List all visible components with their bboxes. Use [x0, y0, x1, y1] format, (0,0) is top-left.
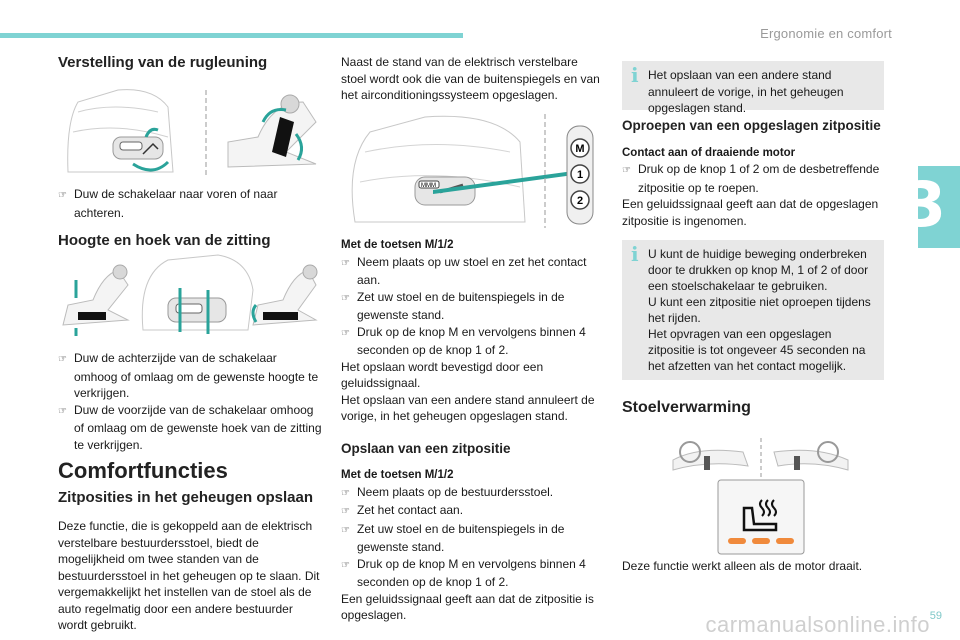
- list-item: [622, 161, 887, 196]
- page-header-title: Ergonomie en comfort: [760, 26, 892, 41]
- column-left: [58, 55, 323, 72]
- pointing-hand-icon: ☞: [341, 524, 350, 536]
- hoogte-text-1: Duw de achterzijde van de schakelaar omhoog of omlaag om de gewenste hoogte te verkrijgen.: [74, 351, 319, 400]
- pointing-hand-icon: ☞: [341, 327, 350, 339]
- list-item: [58, 186, 323, 221]
- intro-text: Naast de stand van de elektrisch verstelbare stoel wordt ook die van de buitenspiegels en van het airconditioningssysteem opgeslagen.: [341, 55, 600, 102]
- toetsen-step-2: Zet uw stoel en de buitenspiegels in de gewenste stand.: [357, 289, 565, 322]
- heading-geheugen: Zitposities in het geheugen opslaan: [58, 488, 314, 506]
- info-box-beweging: [622, 240, 884, 380]
- pointing-hand-icon: ☞: [622, 165, 631, 176]
- info-text-2b: U kunt een zitpositie niet oproepen tijdens het rijden.: [648, 295, 871, 325]
- heading-stoelverwarming: Stoelverwarming: [622, 399, 751, 416]
- info-text-2c: Het opvragen van een opgeslagen zitpositie is tot ongeveer 45 seconden na het afzetten van het contact mogelijk.: [648, 327, 866, 373]
- list-item: [341, 324, 606, 359]
- toetsen-step-3: Druk op de knop M en vervolgens binnen 4 seconden op de knop 1 of 2.: [357, 324, 586, 357]
- list-item: [341, 254, 606, 289]
- pointing-hand-icon: ☞: [341, 559, 350, 571]
- oproepen-step: Druk op de knop 1 of 2 om de desbetreffende zitpositie op te roepen.: [638, 162, 880, 195]
- toetsen-step-1: Neem plaats op uw stoel en zet het contact aan.: [357, 254, 587, 287]
- list-item: [341, 521, 606, 556]
- geheugen-text: Deze functie, die is gekoppeld aan de elektrisch verstelbare bestuurdersstoel, biedt de mogelijkheid om twee standen van de bestuurdersstoel in het geheugen op te slaan. Dit vergemakkelijkt het instellen van de stoel als de auto regelmatig door een andere bestuurder wordt gebruikt.: [58, 519, 320, 632]
- opslaan-step-1: Neem plaats op de bestuurdersstoel.: [357, 484, 554, 499]
- list-item: [341, 484, 606, 503]
- opslaan-step-2: Zet het contact aan.: [357, 503, 464, 517]
- memory-button-1-label: 1: [576, 169, 584, 181]
- rugleuning-text: Duw de schakelaar naar voren of naar achteren.: [74, 187, 278, 220]
- pointing-hand-icon: ☞: [341, 257, 350, 269]
- heading-opslaan: Opslaan van een zitpositie: [341, 440, 511, 456]
- memory-buttons-illustration: [345, 112, 597, 230]
- watermark: carmanualsonline.info: [705, 612, 930, 637]
- list-item: [341, 556, 606, 591]
- toetsen-text-1: Het opslaan wordt bevestigd door een geluidssignaal.: [341, 359, 544, 390]
- label-toetsen: Met de toetsen M/1/2: [341, 239, 454, 251]
- verwarming-text: Deze functie werkt alleen als de motor draait.: [622, 559, 863, 573]
- pointing-hand-icon: ☞: [58, 354, 67, 365]
- opslaan-step-3: Zet uw stoel en de buitenspiegels in de gewenste stand.: [357, 521, 565, 554]
- heading-rugleuning: Verstelling van de rugleuning: [58, 54, 268, 71]
- label-toetsen-2: Met de toetsen M/1/2: [341, 469, 454, 481]
- list-item: [341, 502, 606, 521]
- memory-button-m-label: M: [575, 143, 585, 155]
- label-draaiend: Contact aan of draaiende motor: [622, 146, 796, 159]
- page-number: 59: [929, 610, 942, 622]
- svg-text:MMM: MMM: [421, 183, 436, 189]
- backrest-illustration: [58, 82, 320, 182]
- pointing-hand-icon: ☞: [58, 405, 67, 417]
- info-icon: i: [631, 242, 639, 266]
- heading-oproepen: Oproepen van een opgeslagen zitpositie: [622, 118, 881, 133]
- pointing-hand-icon: ☞: [341, 506, 350, 517]
- oproepen-text: Een geluidssignaal geeft aan dat de opgeslagen zitpositie is ingenomen.: [622, 197, 879, 228]
- opslaan-text: Een geluidssignaal geeft aan dat de zitpositie is opgeslagen.: [341, 591, 594, 622]
- toetsen-text-2: Het opslaan van een andere stand annuleert de vorige, in het geheugen opgeslagen stand.: [341, 392, 595, 423]
- info-box-annuleert: [622, 61, 884, 115]
- header-accent-bar: [0, 33, 463, 38]
- opslaan-step-4: Druk op de knop M en vervolgens binnen 4 seconden op de knop 1 of 2.: [357, 556, 586, 589]
- pointing-hand-icon: ☞: [341, 487, 350, 499]
- info-text-1: Het opslaan van een andere stand annuleert de vorige, in het geheugen opgeslagen stand.: [648, 68, 844, 115]
- list-item: [58, 350, 323, 402]
- hoogte-text-2: Duw de voorzijde van de schakelaar omhoog of omlaag om de gewenste hoek van de zitting te verkrijgen.: [74, 402, 322, 452]
- list-item: [58, 402, 323, 454]
- pointing-hand-icon: ☞: [341, 292, 350, 304]
- heading-hoogte: Hoogte en hoek van de zitting: [58, 232, 271, 249]
- info-icon: i: [631, 63, 639, 87]
- chapter-number: 3: [902, 168, 946, 241]
- seat-heating-illustration: [668, 438, 854, 558]
- memory-button-2-label: 2: [576, 195, 584, 207]
- list-item: [341, 289, 606, 324]
- heading-comfortfuncties: Comfortfuncties: [58, 458, 228, 483]
- seat-height-illustration: [58, 250, 320, 338]
- info-text-2a: U kunt de huidige beweging onderbreken door te drukken op knop M, 1 of 2 of door een stoelschakelaar te gebruiken.: [648, 247, 869, 293]
- pointing-hand-icon: ☞: [58, 190, 67, 201]
